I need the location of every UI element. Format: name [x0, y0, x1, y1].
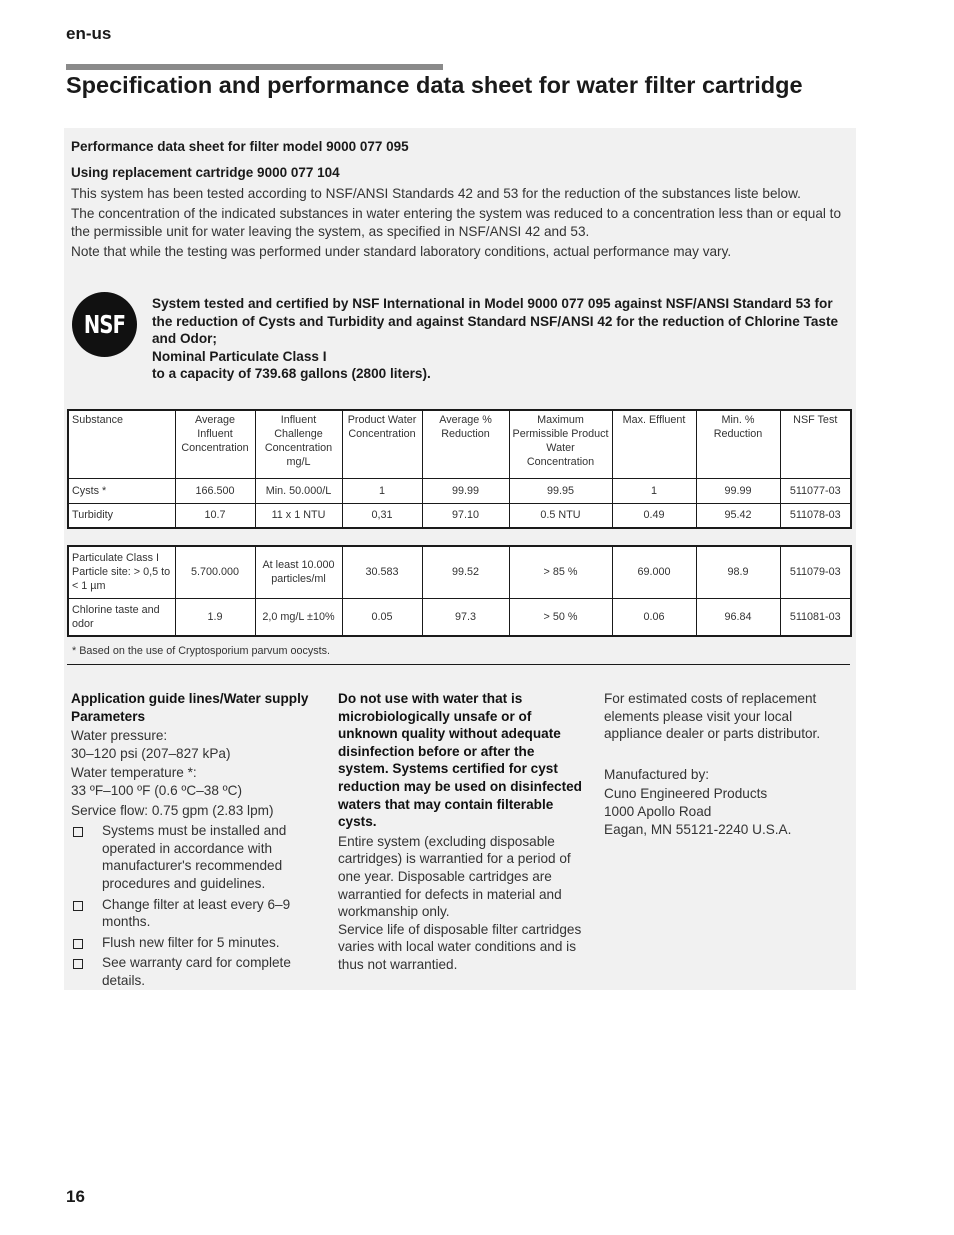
manufacturer-name: Cuno Engineered Products — [604, 786, 768, 802]
table-cell: Chlorine taste and odor — [68, 598, 175, 636]
performance-table-2 — [67, 545, 852, 637]
table-cell: > 85 % — [509, 546, 612, 598]
table-row — [68, 546, 851, 598]
checkbox-bullet-icon — [73, 939, 83, 949]
table-cell: 0,31 — [342, 503, 422, 528]
cert-line-1: System tested and certified by NSF International in Model 9000 077 095 against NSF/ANSI Standard 53 for the reduction of Cysts and Turbidity and against Standard NSF/ANSI 42 for the reduction of Chlorine Taste and Odor; — [152, 296, 839, 347]
table-cell: 10.7 — [175, 503, 255, 528]
manufacturer-column — [604, 690, 844, 838]
replacement-costs-text: For estimated costs of replacement elements please visit your local appliance dealer or parts distributor. — [604, 691, 821, 742]
table-cell: 30.583 — [342, 546, 422, 598]
table-cell: Cysts * — [68, 478, 175, 503]
table-cell: 5.700.000 — [175, 546, 255, 598]
header-cell: Min. % Reduction — [696, 410, 780, 478]
table-row — [68, 598, 851, 636]
table-cell: 1.9 — [175, 598, 255, 636]
intro-paragraph-2: The concentration of the indicated substances in water entering the system was reduced to a concentration less than or equal to the permissible unit for water leaving the system, as specified in NSF/ANSI 42 and 53. — [71, 206, 842, 239]
table-cell: 0.06 — [612, 598, 696, 636]
cert-line-3: to a capacity of 739.68 gallons (2800 liters). — [152, 366, 431, 382]
table-cell: 95.42 — [696, 503, 780, 528]
table-cell: Particulate Class I Particle site: > 0,5 to < 1 µm — [68, 546, 175, 598]
water-safety-warning: Do not use with water that is microbiologically unsafe or of unknown quality without adequate disinfection before or after the system. Systems certified for cyst reduction may be used on disinfected waters that may contain filterable cysts. — [338, 691, 582, 830]
service-life-text: Service life of disposable filter cartridges varies with local water conditions and is thus not warrantied. — [338, 921, 582, 972]
manufacturer-city: Eagan, MN 55121-2240 U.S.A. — [604, 821, 792, 837]
table-cell: Min. 50.000/L — [255, 478, 342, 503]
language-code: en-us — [66, 24, 112, 43]
table-cell: 96.84 — [696, 598, 780, 636]
temperature-value: 33 ºF–100 ºF (0.6 ºC–38 ºC) — [71, 782, 242, 798]
intro-paragraph-1: This system has been tested according to NSF/ANSI Standards 42 and 53 for the reduction of the substances liste below. — [71, 186, 801, 201]
table-cell: 511077-03 — [780, 478, 851, 503]
table-cell: 11 x 1 NTU — [255, 503, 342, 528]
header-cell: Average % Reduction — [422, 410, 509, 478]
table-cell: 0.5 NTU — [509, 503, 612, 528]
table-cell: 99.52 — [422, 546, 509, 598]
table-cell: 511079-03 — [780, 546, 851, 598]
table-cell: 1 — [612, 478, 696, 503]
list-item-text: See warranty card for complete details. — [102, 955, 291, 988]
table-cell: 511081-03 — [780, 598, 851, 636]
list-item — [71, 954, 321, 989]
header-cell: Influent Challenge Concentration mg/L — [255, 410, 342, 478]
table-rule — [67, 664, 850, 665]
cert-line-2: Nominal Particulate Class I — [152, 348, 327, 364]
table-cell: 97.10 — [422, 503, 509, 528]
warranty-text: Entire system (excluding disposable cartridges) is warrantied for a period of one year. Disposable cartridges are warrantied for defects in material and workmanship only. — [338, 833, 571, 920]
guidelines-heading: Application guide lines/Water supply Parameters — [71, 691, 309, 724]
header-cell: Max. Effluent — [612, 410, 696, 478]
table-cell: 511078-03 — [780, 503, 851, 528]
service-flow: Service flow: 0.75 gpm (2.83 lpm) — [71, 802, 274, 818]
table-cell: 98.9 — [696, 546, 780, 598]
list-item — [71, 934, 321, 952]
checkbox-bullet-icon — [73, 959, 83, 969]
list-item-text: Systems must be installed and operated in accordance with manufacturer's recommended procedures and guidelines. — [102, 823, 287, 891]
temperature-label: Water temperature *: — [71, 765, 197, 781]
list-item — [71, 896, 321, 931]
table-cell: 0.05 — [342, 598, 422, 636]
table-row — [68, 478, 851, 503]
manufactured-by-label: Manufactured by: — [604, 766, 710, 782]
table-cell: Turbidity — [68, 503, 175, 528]
checkbox-bullet-icon — [73, 901, 83, 911]
table-cell: 99.95 — [509, 478, 612, 503]
pressure-value: 30–120 psi (207–827 kPa) — [71, 745, 231, 761]
cartridge-heading: Using replacement cartridge 9000 077 104 — [71, 165, 340, 180]
pressure-label: Water pressure: — [71, 728, 168, 744]
checkbox-bullet-icon — [73, 827, 83, 837]
list-item-text: Flush new filter for 5 minutes. — [102, 934, 280, 950]
application-guidelines-column — [71, 690, 321, 990]
table-footnote: * Based on the use of Cryptosporium parvum oocysts. — [72, 645, 331, 657]
page-title: Specification and performance data sheet for water filter cartridge — [66, 72, 803, 98]
table-cell: 1 — [342, 478, 422, 503]
table-cell: 69.000 — [612, 546, 696, 598]
manufacturer-street: 1000 Apollo Road — [604, 803, 712, 819]
page-number: 16 — [66, 1187, 85, 1206]
header-cell: Product Water Concentration — [342, 410, 422, 478]
performance-table-1 — [67, 409, 852, 529]
table-cell: > 50 % — [509, 598, 612, 636]
table-cell: 99.99 — [696, 478, 780, 503]
list-item-text: Change filter at least every 6–9 months. — [102, 896, 291, 930]
list-item — [71, 822, 321, 892]
nsf-logo-text: NSF — [83, 310, 126, 339]
table-header-row — [68, 410, 851, 478]
header-cell: NSF Test — [780, 410, 851, 478]
table-cell: At least 10.000 particles/ml — [255, 546, 342, 598]
table-cell: 0.49 — [612, 503, 696, 528]
table-row — [68, 503, 851, 528]
table-cell: 99.99 — [422, 478, 509, 503]
header-cell: Substance — [68, 410, 175, 478]
warranty-column — [338, 690, 588, 974]
header-cell: Maximum Permissible Product Water Concentration — [509, 410, 612, 478]
nsf-logo — [72, 292, 137, 357]
certification-statement — [152, 295, 852, 383]
performance-heading: Performance data sheet for filter model 9000 077 095 — [71, 139, 409, 154]
header-rule — [66, 64, 443, 70]
table-cell: 166.500 — [175, 478, 255, 503]
table-cell: 97.3 — [422, 598, 509, 636]
intro-paragraph-3: Note that while the testing was performed under standard laboratory conditions, actual performance may vary. — [71, 244, 732, 259]
header-cell: Average Influent Concentration — [175, 410, 255, 478]
table-cell: 2,0 mg/L ±10% — [255, 598, 342, 636]
